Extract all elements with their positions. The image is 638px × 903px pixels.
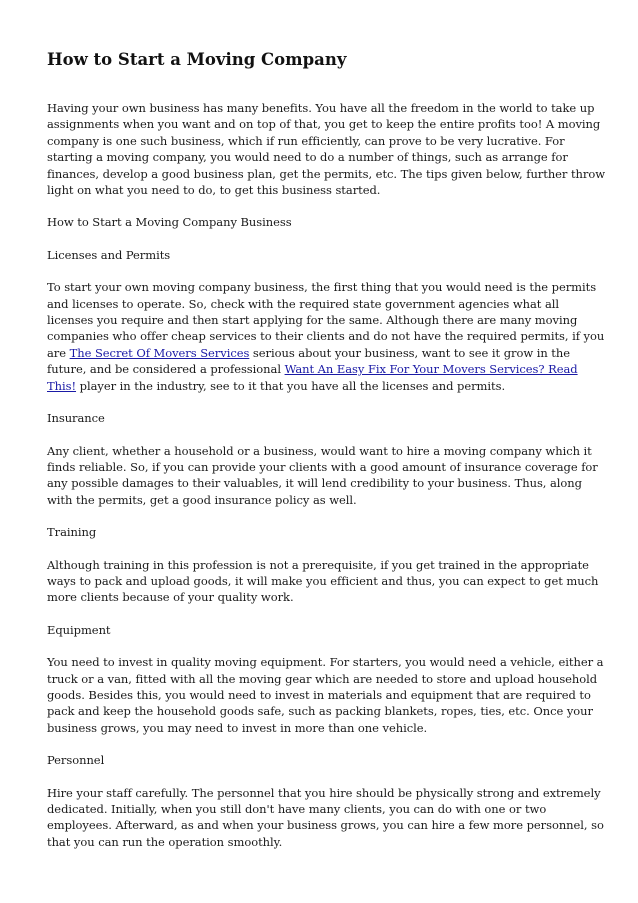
subtitle: How to Start a Moving Company Business xyxy=(47,215,292,230)
link-easy-fix-movers[interactable]: Want An Easy Fix For Your Movers Services? Read This! xyxy=(47,362,578,393)
section-heading-insurance: Insurance xyxy=(47,411,105,426)
equipment-paragraph: You need to invest in quality moving equipment. For starters, you would need a vehicle, either a truck or a van, fitted with all the moving gear which are needed to store and upload household goods. Besides this, you would need to invest in materials and equipment that are required to pack and keep the household goods safe, such as packing blankets, ropes, ties, etc. Once your business grows, you may need to invest in more than one vehicle. xyxy=(47,655,604,735)
insurance-paragraph: Any client, whether a household or a business, would want to hire a moving company which it finds reliable. So, if you can provide your clients with a good amount of insurance coverage for any possible damages to their valuables, it will lend credibility to your business. Thus, along with the permits, get a good insurance policy as well. xyxy=(47,443,598,507)
document-page xyxy=(47,48,607,866)
link-secret-of-movers[interactable]: The Secret Of Movers Services xyxy=(69,345,250,360)
licenses-text-3: player in the industry, see to it that you have all the licenses and permits. xyxy=(76,378,506,393)
personnel-paragraph: Hire your staff carefully. The personnel that you hire should be physically strong and extremely dedicated. Initially, when you still don't have many clients, you can do with one or two employees. Afterward, as and when your business grows, you can hire a few more personnel, so that you can run the operation smoothly. xyxy=(47,785,604,849)
section-heading-training: Training xyxy=(47,525,97,540)
licenses-paragraph xyxy=(47,279,607,394)
training-paragraph: Although training in this profession is not a prerequisite, if you get trained in the appropriate ways to pack and upload goods, it will make you efficient and thus, you can expect to get much more clients because of your quality work. xyxy=(47,557,599,605)
section-heading-equipment: Equipment xyxy=(47,622,111,637)
section-heading-personnel: Personnel xyxy=(47,753,105,768)
licenses-text-1: To start your own moving company business, the first thing that you would need is the permits and licenses to operate. So, check with the required state government agencies what all licenses you require and then start applying for the same. Although there are many moving companies who offer cheap services to their clients and do not have the required permits, if you are xyxy=(47,280,605,360)
section-heading-licenses: Licenses and Permits xyxy=(47,247,171,262)
page-title: How to Start a Moving Company xyxy=(47,50,347,69)
licenses-text-2: serious about your business, want to see it grow in the future, and be considered a professional xyxy=(47,345,570,377)
intro-paragraph: Having your own business has many benefits. You have all the freedom in the world to take up assignments when you want and on top of that, you get to keep the entire profits too! A moving company is one such business, which if run efficiently, can prove to be very lucrative. For starting a moving company, you would need to do a number of things, such as arrange for finances, develop a good business plan, get the permits, etc. The tips given below, further throw light on what you need to do, to get this business started. xyxy=(47,101,606,198)
